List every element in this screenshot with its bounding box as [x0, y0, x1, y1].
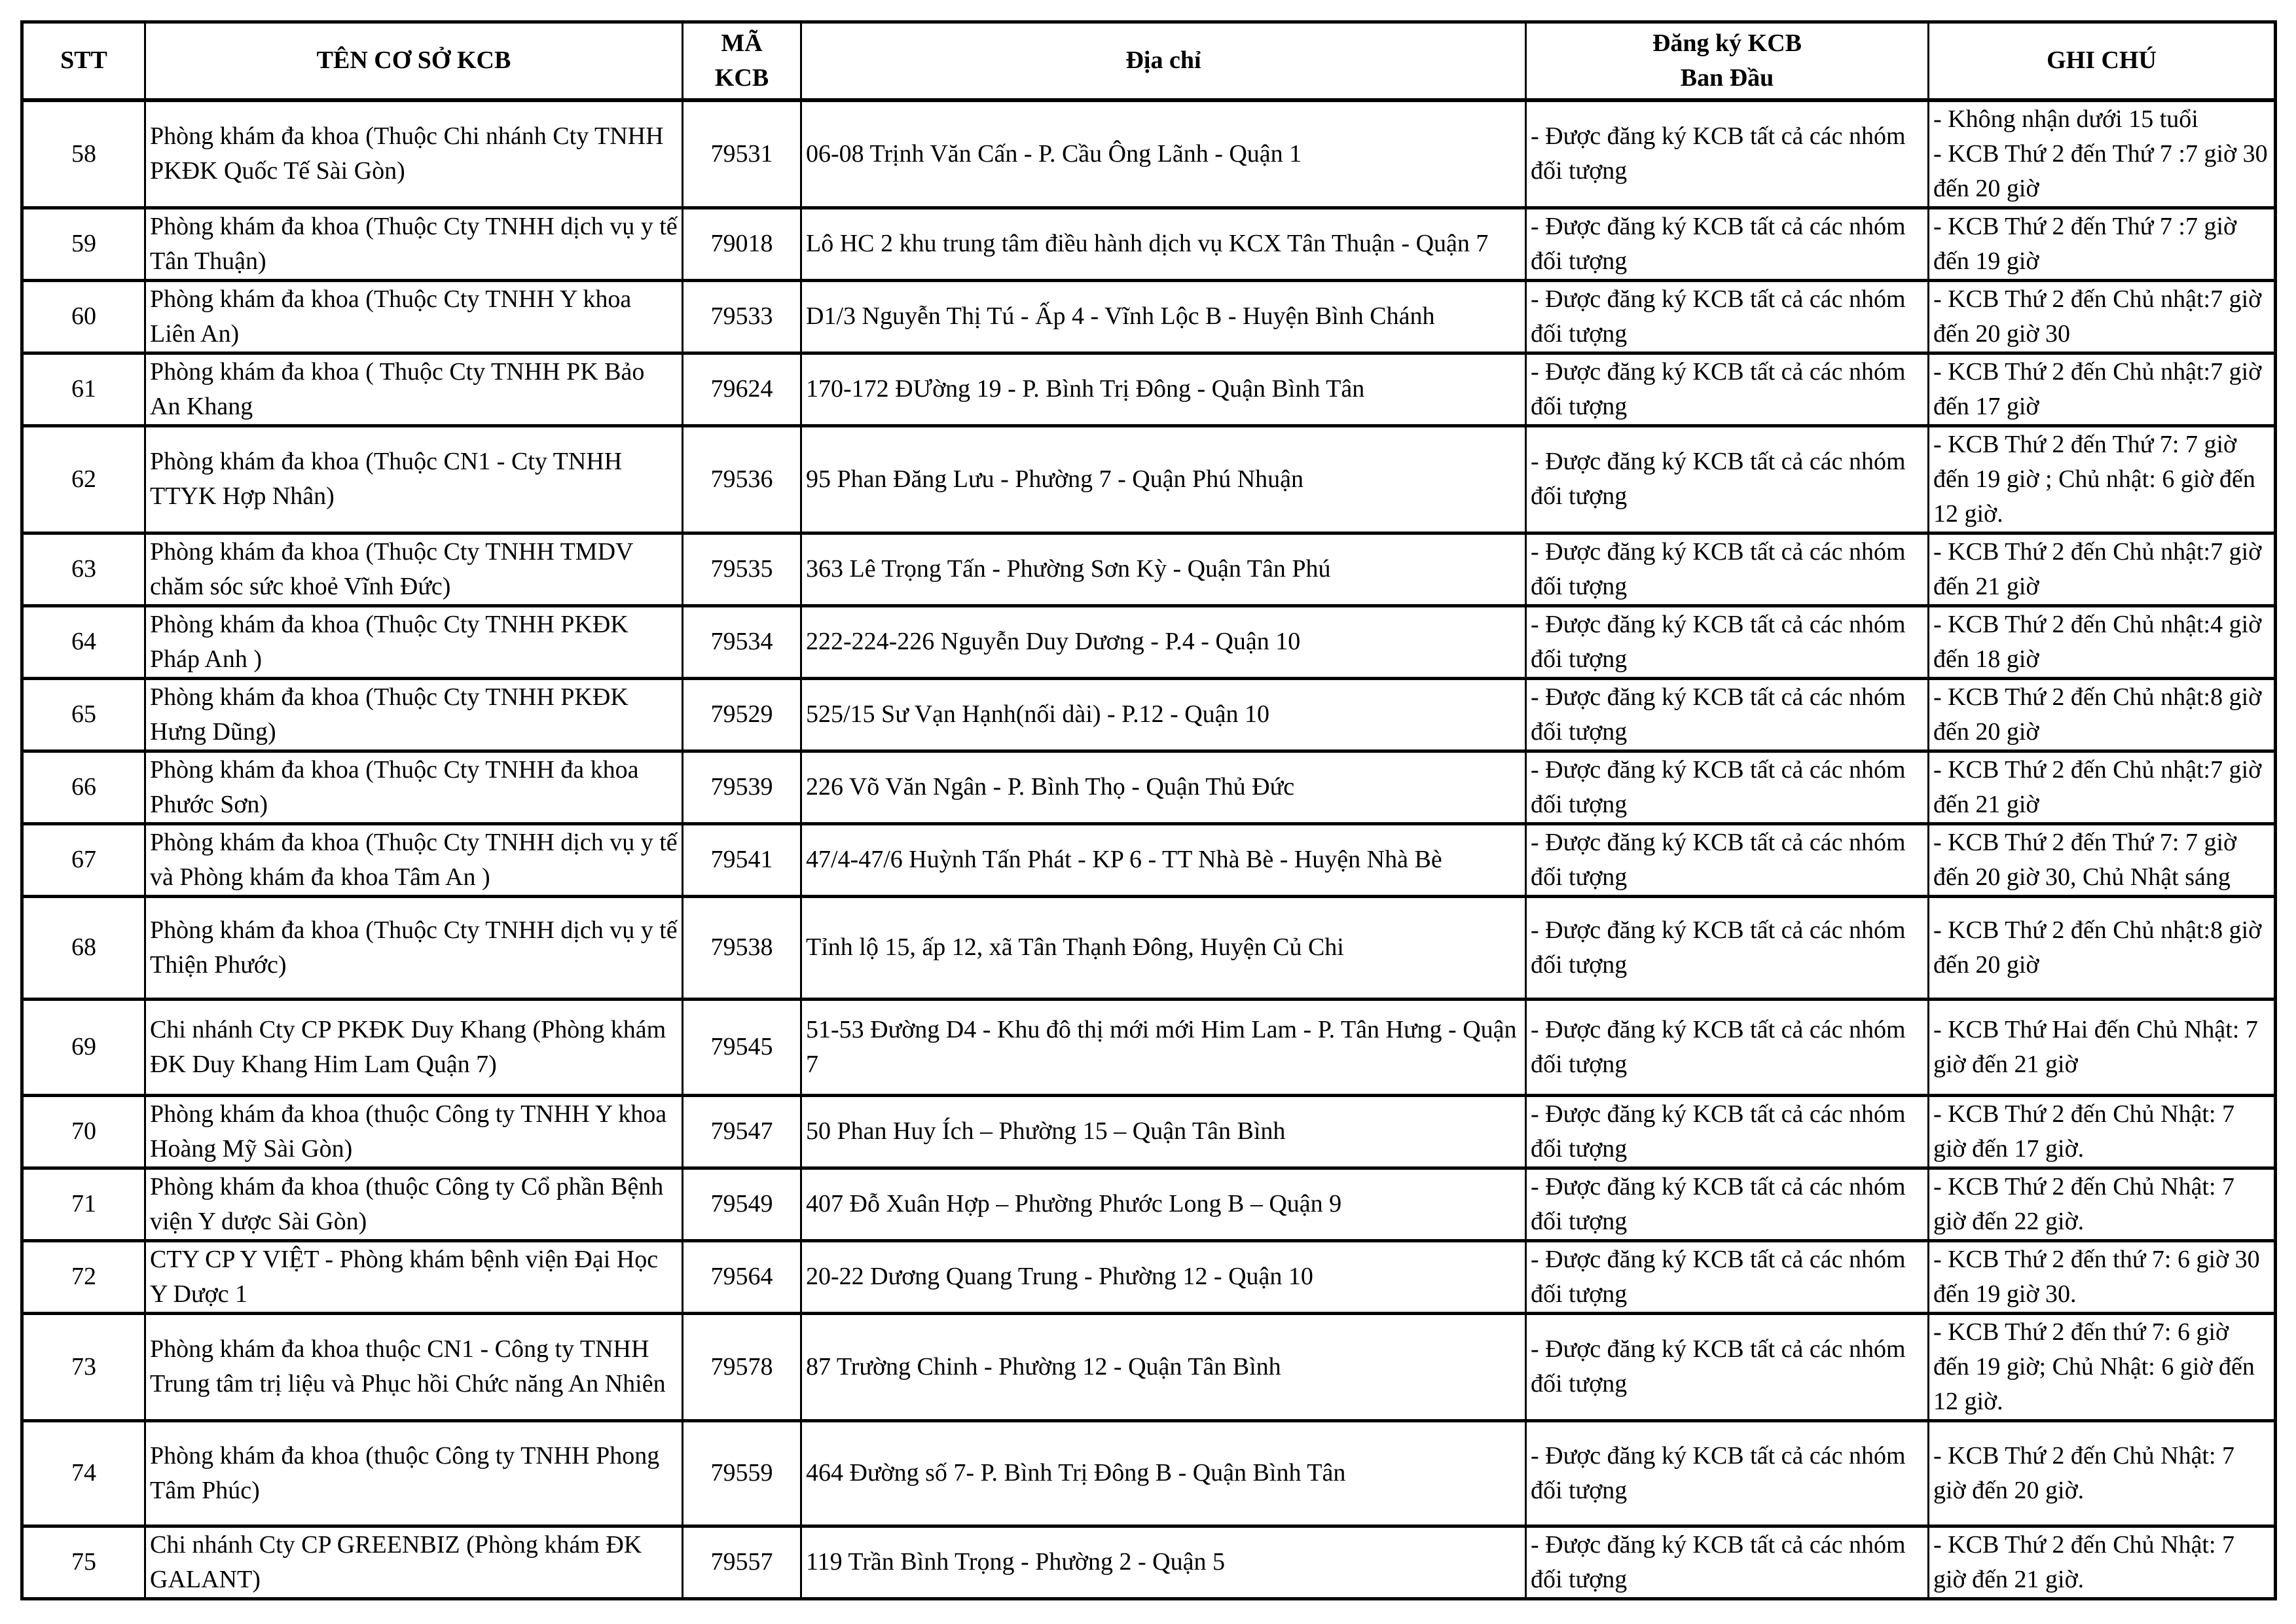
registration-cell: - Được đăng ký KCB tất cả các nhóm đối tượng	[1526, 823, 1929, 896]
facility-name-cell: Phòng khám đa khoa (Thuộc Cty TNHH PKĐK Pháp Anh )	[145, 605, 683, 678]
address-cell: 525/15 Sư Vạn Hạnh(nối dài) - P.12 - Quận 10	[801, 678, 1526, 751]
table-row	[22, 823, 2276, 896]
registration-cell: - Được đăng ký KCB tất cả các nhóm đối tượng	[1526, 280, 1929, 353]
stt-cell: 65	[22, 678, 145, 751]
registration-cell: - Được đăng ký KCB tất cả các nhóm đối tượng	[1526, 425, 1929, 533]
address-cell: 222-224-226 Nguyễn Duy Dương - P.4 - Quận 10	[801, 605, 1526, 678]
facility-code-cell: 79538	[683, 896, 801, 999]
table-row	[22, 280, 2276, 353]
facility-name-cell: Phòng khám đa khoa (Thuộc Cty TNHH đa khoa Phước Sơn)	[145, 751, 683, 823]
note-cell: - KCB Thứ 2 đến Chủ Nhật: 7 giờ đến 21 giờ.	[1929, 1526, 2276, 1598]
facility-name-cell: Phòng khám đa khoa (thuộc Công ty TNHH Phong Tâm Phúc)	[145, 1420, 683, 1526]
facility-code-cell: 79564	[683, 1240, 801, 1313]
facility-name-cell: Phòng khám đa khoa (Thuộc CN1 - Cty TNHH TTYK Hợp Nhân)	[145, 425, 683, 533]
stt-cell: 58	[22, 100, 145, 208]
stt-cell: 71	[22, 1168, 145, 1240]
facility-code-cell: 79536	[683, 425, 801, 533]
note-cell: - KCB Thứ 2 đến Thứ 7: 7 giờ đến 20 giờ 30, Chủ Nhật sáng	[1929, 823, 2276, 896]
note-cell: - KCB Thứ 2 đến Chủ Nhật: 7 giờ đến 22 giờ.	[1929, 1168, 2276, 1240]
table-row	[22, 1313, 2276, 1420]
note-cell: - KCB Thứ Hai đến Chủ Nhật: 7 giờ đến 21 giờ	[1929, 999, 2276, 1095]
registration-cell: - Được đăng ký KCB tất cả các nhóm đối tượng	[1526, 896, 1929, 999]
facility-name-cell: Phòng khám đa khoa (Thuộc Cty TNHH dịch vụ y tế và Phòng khám đa khoa Tâm An )	[145, 823, 683, 896]
table-row	[22, 1420, 2276, 1526]
facility-name-cell: Phòng khám đa khoa (Thuộc Cty TNHH PKĐK Hưng Dũng)	[145, 678, 683, 751]
registration-cell: - Được đăng ký KCB tất cả các nhóm đối tượng	[1526, 751, 1929, 823]
registration-cell: - Được đăng ký KCB tất cả các nhóm đối tượng	[1526, 999, 1929, 1095]
address-cell: 51-53 Đường D4 - Khu đô thị mới mới Him Lam - P. Tân Hưng - Quận 7	[801, 999, 1526, 1095]
address-cell: 87 Trường Chinh - Phường 12 - Quận Tân Bình	[801, 1313, 1526, 1420]
table-row	[22, 353, 2276, 425]
table-row	[22, 605, 2276, 678]
note-cell: - KCB Thứ 2 đến Chủ Nhật: 7 giờ đến 20 giờ.	[1929, 1420, 2276, 1526]
table-row	[22, 1240, 2276, 1313]
table-row	[22, 1168, 2276, 1240]
note-cell: - KCB Thứ 2 đến Chủ nhật:7 giờ đến 21 giờ	[1929, 751, 2276, 823]
note-cell: - KCB Thứ 2 đến Thứ 7: 7 giờ đến 19 giờ ; Chủ nhật: 6 giờ đến 12 giờ.	[1929, 425, 2276, 533]
table-row	[22, 208, 2276, 280]
facility-name-cell: Phòng khám đa khoa (Thuộc Cty TNHH TMDV chăm sóc sức khoẻ Vĩnh Đức)	[145, 533, 683, 605]
stt-cell: 60	[22, 280, 145, 353]
registration-cell: - Được đăng ký KCB tất cả các nhóm đối tượng	[1526, 1526, 1929, 1598]
table-row	[22, 425, 2276, 533]
address-cell: 06-08 Trịnh Văn Cấn - P. Cầu Ông Lãnh - Quận 1	[801, 100, 1526, 208]
facility-code-cell: 79578	[683, 1313, 801, 1420]
facility-code-cell: 79547	[683, 1095, 801, 1168]
note-cell: - KCB Thứ 2 đến Chủ nhật:8 giờ đến 20 giờ	[1929, 896, 2276, 999]
facility-code-cell: 79534	[683, 605, 801, 678]
address-cell: Lô HC 2 khu trung tâm điều hành dịch vụ KCX Tân Thuận - Quận 7	[801, 208, 1526, 280]
registration-cell: - Được đăng ký KCB tất cả các nhóm đối tượng	[1526, 1313, 1929, 1420]
facility-code-cell: 79535	[683, 533, 801, 605]
facility-name-cell: Phòng khám đa khoa ( Thuộc Cty TNHH PK Bảo An Khang	[145, 353, 683, 425]
stt-cell: 66	[22, 751, 145, 823]
header-stt: STT	[22, 22, 145, 100]
address-cell: 47/4-47/6 Huỳnh Tấn Phát - KP 6 - TT Nhà Bè - Huyện Nhà Bè	[801, 823, 1526, 896]
address-cell: 119 Trần Bình Trọng - Phường 2 - Quận 5	[801, 1526, 1526, 1598]
facility-name-cell: CTY CP Y VIỆT - Phòng khám bệnh viện Đại Học Y Dược 1	[145, 1240, 683, 1313]
clinic-table	[20, 20, 2277, 1600]
stt-cell: 68	[22, 896, 145, 999]
facility-name-cell: Chi nhánh Cty CP GREENBIZ (Phòng khám ĐK GALANT)	[145, 1526, 683, 1598]
stt-cell: 59	[22, 208, 145, 280]
stt-cell: 62	[22, 425, 145, 533]
stt-cell: 70	[22, 1095, 145, 1168]
facility-name-cell: Phòng khám đa khoa (thuộc Công ty Cổ phần Bệnh viện Y dược Sài Gòn)	[145, 1168, 683, 1240]
note-cell: - KCB Thứ 2 đến Thứ 7 :7 giờ đến 19 giờ	[1929, 208, 2276, 280]
address-cell: 20-22 Dương Quang Trung - Phường 12 - Quận 10	[801, 1240, 1526, 1313]
registration-cell: - Được đăng ký KCB tất cả các nhóm đối tượng	[1526, 1240, 1929, 1313]
facility-code-cell: 79533	[683, 280, 801, 353]
facility-name-cell: Phòng khám đa khoa (Thuộc Cty TNHH dịch vụ y tế Thiện Phước)	[145, 896, 683, 999]
header-facility-name: TÊN CƠ SỞ KCB	[145, 22, 683, 100]
header-address: Địa chỉ	[801, 22, 1526, 100]
registration-cell: - Được đăng ký KCB tất cả các nhóm đối tượng	[1526, 1168, 1929, 1240]
note-cell: - KCB Thứ 2 đến Chủ nhật:7 giờ đến 20 giờ 30	[1929, 280, 2276, 353]
registration-cell: - Được đăng ký KCB tất cả các nhóm đối tượng	[1526, 533, 1929, 605]
table-row	[22, 751, 2276, 823]
stt-cell: 61	[22, 353, 145, 425]
facility-name-cell: Phòng khám đa khoa (Thuộc Chi nhánh Cty TNHH PKĐK Quốc Tế Sài Gòn)	[145, 100, 683, 208]
registration-cell: - Được đăng ký KCB tất cả các nhóm đối tượng	[1526, 1095, 1929, 1168]
header-row	[22, 22, 2276, 100]
header-note: GHI CHÚ	[1929, 22, 2276, 100]
stt-cell: 75	[22, 1526, 145, 1598]
table-row	[22, 100, 2276, 208]
table-row	[22, 999, 2276, 1095]
facility-name-cell: Phòng khám đa khoa (thuộc Công ty TNHH Y khoa Hoàng Mỹ Sài Gòn)	[145, 1095, 683, 1168]
facility-code-cell: 79529	[683, 678, 801, 751]
facility-name-cell: Phòng khám đa khoa (Thuộc Cty TNHH Y khoa Liên An)	[145, 280, 683, 353]
address-cell: 407 Đỗ Xuân Hợp – Phường Phước Long B – Quận 9	[801, 1168, 1526, 1240]
address-cell: D1/3 Nguyễn Thị Tú - Ấp 4 - Vĩnh Lộc B - Huyện Bình Chánh	[801, 280, 1526, 353]
note-cell: - KCB Thứ 2 đến Chủ nhật:7 giờ đến 21 giờ	[1929, 533, 2276, 605]
registration-cell: - Được đăng ký KCB tất cả các nhóm đối tượng	[1526, 100, 1929, 208]
note-cell: - KCB Thứ 2 đến Chủ Nhật: 7 giờ đến 17 giờ.	[1929, 1095, 2276, 1168]
table-row	[22, 1095, 2276, 1168]
address-cell: 95 Phan Đăng Lưu - Phường 7 - Quận Phú Nhuận	[801, 425, 1526, 533]
registration-cell: - Được đăng ký KCB tất cả các nhóm đối tượng	[1526, 1420, 1929, 1526]
facility-name-cell: Phòng khám đa khoa (Thuộc Cty TNHH dịch vụ y tế Tân Thuận)	[145, 208, 683, 280]
facility-code-cell: 79545	[683, 999, 801, 1095]
address-cell: Tỉnh lộ 15, ấp 12, xã Tân Thạnh Đông, Huyện Củ Chi	[801, 896, 1526, 999]
facility-code-cell: 79557	[683, 1526, 801, 1598]
facility-code-cell: 79018	[683, 208, 801, 280]
facility-code-cell: 79559	[683, 1420, 801, 1526]
note-cell: - KCB Thứ 2 đến thứ 7: 6 giờ 30 đến 19 giờ 30.	[1929, 1240, 2276, 1313]
stt-cell: 64	[22, 605, 145, 678]
stt-cell: 67	[22, 823, 145, 896]
facility-name-cell: Phòng khám đa khoa thuộc CN1 - Công ty TNHH Trung tâm trị liệu và Phục hồi Chức năng An Nhiên	[145, 1313, 683, 1420]
address-cell: 170-172 ĐƯờng 19 - P. Bình Trị Đông - Quận Bình Tân	[801, 353, 1526, 425]
facility-code-cell: 79539	[683, 751, 801, 823]
header-facility-code: MÃ KCB	[683, 22, 801, 100]
registration-cell: - Được đăng ký KCB tất cả các nhóm đối tượng	[1526, 353, 1929, 425]
table-row	[22, 678, 2276, 751]
stt-cell: 74	[22, 1420, 145, 1526]
stt-cell: 72	[22, 1240, 145, 1313]
address-cell: 464 Đường số 7- P. Bình Trị Đông B - Quận Bình Tân	[801, 1420, 1526, 1526]
facility-code-cell: 79549	[683, 1168, 801, 1240]
note-cell: - Không nhận dưới 15 tuổi - KCB Thứ 2 đến Thứ 7 :7 giờ 30 đến 20 giờ	[1929, 100, 2276, 208]
table-body	[22, 100, 2276, 1599]
table-row	[22, 896, 2276, 999]
facility-code-cell: 79531	[683, 100, 801, 208]
note-cell: - KCB Thứ 2 đến Chủ nhật:8 giờ đến 20 giờ	[1929, 678, 2276, 751]
table-row	[22, 1526, 2276, 1598]
registration-cell: - Được đăng ký KCB tất cả các nhóm đối tượng	[1526, 605, 1929, 678]
table-row	[22, 533, 2276, 605]
stt-cell: 69	[22, 999, 145, 1095]
facility-code-cell: 79624	[683, 353, 801, 425]
facility-name-cell: Chi nhánh Cty CP PKĐK Duy Khang (Phòng khám ĐK Duy Khang Him Lam Quận 7)	[145, 999, 683, 1095]
address-cell: 50 Phan Huy Ích – Phường 15 – Quận Tân Bình	[801, 1095, 1526, 1168]
table-header	[22, 22, 2276, 100]
stt-cell: 73	[22, 1313, 145, 1420]
registration-cell: - Được đăng ký KCB tất cả các nhóm đối tượng	[1526, 208, 1929, 280]
stt-cell: 63	[22, 533, 145, 605]
facility-code-cell: 79541	[683, 823, 801, 896]
note-cell: - KCB Thứ 2 đến Chủ nhật:7 giờ đến 17 giờ	[1929, 353, 2276, 425]
registration-cell: - Được đăng ký KCB tất cả các nhóm đối tượng	[1526, 678, 1929, 751]
note-cell: - KCB Thứ 2 đến thứ 7: 6 giờ đến 19 giờ; Chủ Nhật: 6 giờ đến 12 giờ.	[1929, 1313, 2276, 1420]
address-cell: 226 Võ Văn Ngân - P. Bình Thọ - Quận Thủ Đức	[801, 751, 1526, 823]
header-initial-registration: Đăng ký KCB Ban Đầu	[1526, 22, 1929, 100]
note-cell: - KCB Thứ 2 đến Chủ nhật:4 giờ đến 18 giờ	[1929, 605, 2276, 678]
address-cell: 363 Lê Trọng Tấn - Phường Sơn Kỳ - Quận Tân Phú	[801, 533, 1526, 605]
